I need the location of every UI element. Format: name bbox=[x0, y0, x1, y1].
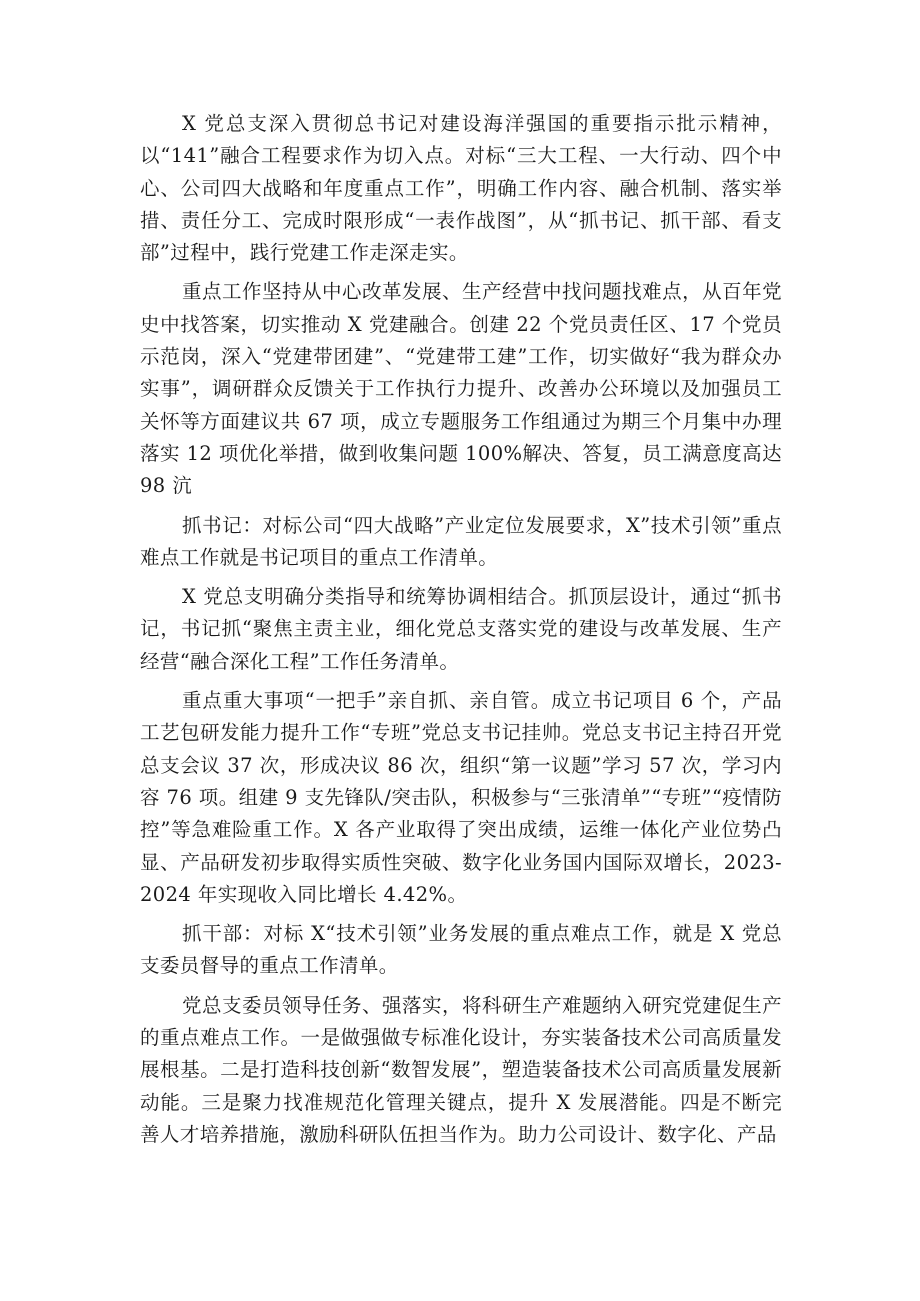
paragraph-grasp-cadres: 抓干部：对标 X“技术引领”业务发展的重点难点工作，就是 X 党总支委员督导的重点工作清单。 bbox=[140, 922, 782, 978]
document-body bbox=[140, 108, 782, 1158]
paragraph-key-work: 重点工作坚持从中心改革发展、生产经营中找问题找难点，从百年党史中找答案，切实推动 X 党建融合。创建 22 个党员责任区、17 个党员示范岗，深入“党建带团建”、“党建带工建”工作，切实做好“我为群众办实事”，调研群众反馈关于工作执行力提升、改善办公环境以及加强员工关怀等方面建议共 67 项，成立专题服务工作组通过为期三个月集中办理落实 12 项优化举措，做到收集问题 100%解决、答复，员工满意度高达 98 沆 bbox=[140, 280, 782, 498]
paragraph-grasp-secretary: 抓书记：对标公司“四大战略”产业定位发展要求，X”技术引领”重点难点工作就是书记项目的重点工作清单。 bbox=[140, 513, 782, 569]
paragraph-major-matters: 重点重大事项“一把手”亲自抓、亲自管。成立书记项目 6 个，产品工艺包研发能力提升工作“专班”党总支书记挂帅。党总支书记主持召开党总支会议 37 次，形成决议 86 次，组织“第一议题”学习 57 次，学习内容 76 项。组建 9 支先锋队/突击队，积极参与“三张清单”“专班”“疫情防控”等急难险重工作。X 各产业取得了突出成绩，运维一体化产业位势凸显、产品研发初步取得实质性突破、数字化业务国内国际双增长，2023-2024 年实现收入同比增长 4.42%。 bbox=[140, 689, 782, 906]
paragraph-party-branch-intro: X 党总支深入贯彻总书记对建设海洋强国的重要指示批示精神，以“141”融合工程要求作为切入点。对标“三大工程、一大行动、四个中心、公司四大战略和年度重点工作”，明确工作内容、融合机制、落实举措、责任分工、完成时限形成“一表作战图”，从“抓书记、抓干部、看支部”过程中，践行党建工作走深走实。 bbox=[140, 112, 782, 265]
paragraph-committee-members: 党总支委员领导任务、强落实，将科研生产难题纳入研究党建促生产的重点难点工作。一是做强做专标准化设计，夯实装备技术公司高质量发展根基。二是打造科技创新“数智发展”，塑造装备技术公司高质量发展新动能。三是聚力找准规范化管理关键点，提升 X 发展潜能。四是不断完善人才培养措施，激励科研队伍担当作为。助力公司设计、数字化、产品 bbox=[140, 993, 782, 1146]
paragraph-classified-guidance: X 党总支明确分类指导和统筹协调相结合。抓顶层设计，通过“抓书记，书记抓“聚焦主责主业，细化党总支落实党的建设与改革发展、生产经营“融合深化工程”工作任务清单。 bbox=[140, 585, 782, 673]
